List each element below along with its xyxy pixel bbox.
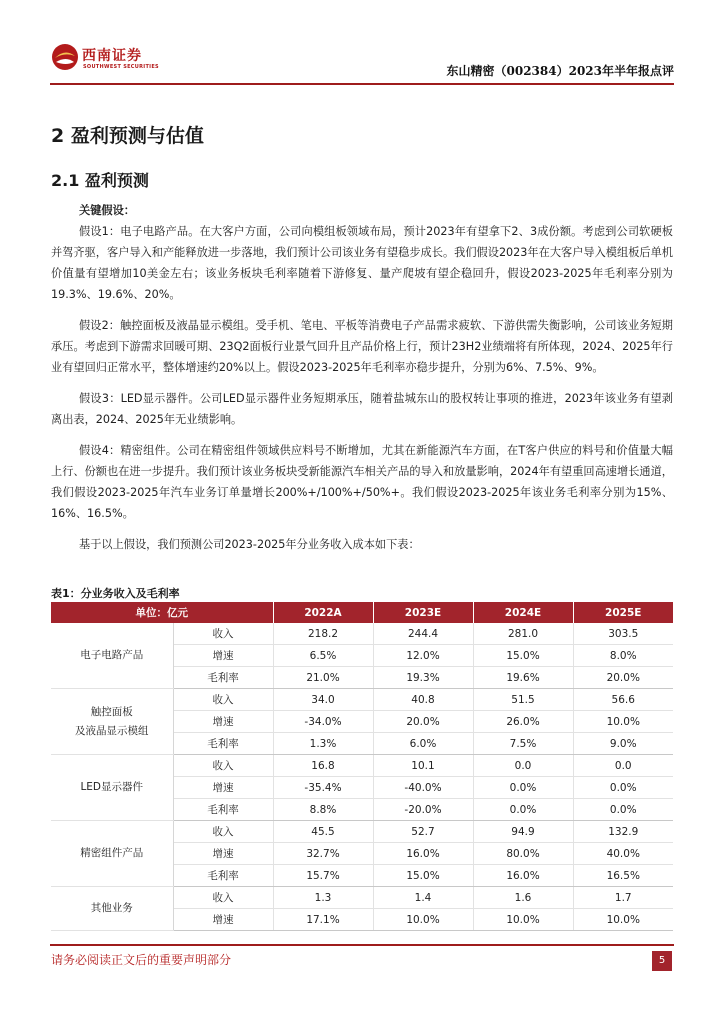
subsection-heading: 2.1 盈利预测	[51, 171, 149, 190]
table-cell: 19.3%	[373, 667, 473, 689]
table-cell: 0.0%	[473, 799, 573, 821]
assumption-4-paragraph: 假设4：精密组件。公司在精密组件领域供应料号不断增加，尤其在新能源汽车方面，在T客户供应的料号和价值量大幅上行、份额也在进一步提升。我们预计该业务板块受新能源汽车相关产品的导入和放量影响，2024年有望重回高速增长通道，我们假设2023-2025年汽车业务订单量增长200%+/100%+/50%+。我们假设2023-2025年该业务毛利率分别为15%、16%、16.5%。	[51, 444, 673, 520]
table-cell: 45.5	[273, 821, 373, 843]
table-cell: 51.5	[473, 689, 573, 711]
table-cell: -40.0%	[373, 777, 473, 799]
header-2024e: 2024E	[473, 602, 573, 623]
forecast-intro-paragraph: 基于以上假设，我们预测公司2023-2025年分业务收入成本如下表：	[79, 538, 420, 551]
table-cell: 56.6	[573, 689, 673, 711]
section-heading: 2 盈利预测与估值	[51, 125, 204, 147]
header-2022a: 2022A	[273, 602, 373, 623]
table-cell: 0.0	[473, 755, 573, 777]
table-cell: 10.0%	[473, 909, 573, 931]
header-rule	[50, 83, 674, 85]
table-row	[51, 689, 673, 711]
table-title: 表1：分业务收入及毛利率	[51, 587, 180, 600]
table-cell: 40.8	[373, 689, 473, 711]
table-cell: 16.8	[273, 755, 373, 777]
table-cell: 40.0%	[573, 843, 673, 865]
table-cell: 94.9	[473, 821, 573, 843]
assumption-1-paragraph: 假设1：电子电路产品。在大客户方面，公司向模组板领域布局，预计2023年有望拿下2、3成份额。考虑到公司软硬板并驾齐驱，客户导入和产能释放进一步落地，我们预计公司该业务有望稳步成长。我们假设2023年在大客户导入模组板后单机价值量有望增加10美金左右；该业务板块毛利率随着下游修复、量产爬坡有望企稳回升，假设2023-2025年毛利率分别为19.3%、19.6%、20%。	[51, 225, 673, 301]
table-cell: 0.0%	[573, 799, 673, 821]
table-cell: 19.6%	[473, 667, 573, 689]
table-header-row	[51, 602, 673, 623]
table-cell: -34.0%	[273, 711, 373, 733]
metric-label: 增速	[173, 711, 273, 733]
table-cell: 1.7	[573, 887, 673, 909]
table-cell: 32.7%	[273, 843, 373, 865]
metric-label: 毛利率	[173, 865, 273, 887]
logo-english-name: SOUTHWEST SECURITIES	[83, 64, 159, 70]
company-logo	[50, 42, 170, 74]
header-unit: 单位：亿元	[51, 602, 273, 623]
metric-label: 毛利率	[173, 799, 273, 821]
segment-revenue-table	[51, 602, 673, 931]
table-row	[51, 887, 673, 909]
header-2023e: 2023E	[373, 602, 473, 623]
table-row	[51, 755, 673, 777]
table-cell: 8.8%	[273, 799, 373, 821]
segment-label: 触控面板 及液晶显示模组	[51, 689, 173, 755]
metric-label: 收入	[173, 689, 273, 711]
table-cell: 80.0%	[473, 843, 573, 865]
metric-label: 毛利率	[173, 733, 273, 755]
metric-label: 收入	[173, 623, 273, 645]
table-cell: 0.0%	[473, 777, 573, 799]
table-cell: 20.0%	[573, 667, 673, 689]
table-cell: 20.0%	[373, 711, 473, 733]
footer-disclaimer: 请务必阅读正文后的重要声明部分	[51, 953, 232, 967]
metric-label: 收入	[173, 755, 273, 777]
table-cell: 52.7	[373, 821, 473, 843]
table-cell: 16.0%	[473, 865, 573, 887]
table-cell: 16.0%	[373, 843, 473, 865]
table-row	[51, 821, 673, 843]
segment-label: 精密组件产品	[51, 821, 173, 887]
body-text	[51, 200, 673, 555]
table-cell: 281.0	[473, 623, 573, 645]
table-cell: 10.0%	[573, 711, 673, 733]
table-cell: 15.7%	[273, 865, 373, 887]
table-cell: -20.0%	[373, 799, 473, 821]
table-cell: 10.1	[373, 755, 473, 777]
header-2025e: 2025E	[573, 602, 673, 623]
segment-label: 其他业务	[51, 887, 173, 931]
segment-label: LED显示器件	[51, 755, 173, 821]
assumption-3-paragraph: 假设3：LED显示器件。公司LED显示器件业务短期承压，随着盐城东山的股权转让事项的推进，2023年该业务有望剥离出表，2024、2025年无业绩影响。	[51, 392, 673, 426]
table-cell: 9.0%	[573, 733, 673, 755]
table-row	[51, 623, 673, 645]
table-cell: 15.0%	[373, 865, 473, 887]
table-cell: 1.3	[273, 887, 373, 909]
key-assumptions-label: 关键假设：	[79, 204, 135, 217]
table-cell: 1.6	[473, 887, 573, 909]
logo-emblem-icon	[50, 42, 80, 72]
table-cell: 8.0%	[573, 645, 673, 667]
metric-label: 增速	[173, 909, 273, 931]
table-cell: 15.0%	[473, 645, 573, 667]
table-cell: 16.5%	[573, 865, 673, 887]
footer-rule	[50, 944, 674, 946]
table-cell: 1.4	[373, 887, 473, 909]
table-cell: 34.0	[273, 689, 373, 711]
metric-label: 收入	[173, 887, 273, 909]
table-cell: 26.0%	[473, 711, 573, 733]
table-cell: 218.2	[273, 623, 373, 645]
table-cell: 6.0%	[373, 733, 473, 755]
table-cell: 17.1%	[273, 909, 373, 931]
table-cell: 21.0%	[273, 667, 373, 689]
table-cell: 1.3%	[273, 733, 373, 755]
page-number: 5	[652, 951, 672, 971]
metric-label: 增速	[173, 777, 273, 799]
table-cell: 0.0%	[573, 777, 673, 799]
table-cell: 10.0%	[373, 909, 473, 931]
segment-label: 电子电路产品	[51, 623, 173, 689]
logo-chinese-name: 西南证券	[82, 48, 142, 64]
table-cell: 244.4	[373, 623, 473, 645]
table-cell: 132.9	[573, 821, 673, 843]
metric-label: 毛利率	[173, 667, 273, 689]
assumption-2-paragraph: 假设2：触控面板及液晶显示模组。受手机、笔电、平板等消费电子产品需求疲软、下游供需失衡影响，公司该业务短期承压。考虑到下游需求回暖可期、23Q2面板行业景气回升且产品价格上行，预计23H2业绩端将有所体现，2024、2025年行业有望回归正常水平，整体增速约20%以上。假设2023-2025年毛利率亦稳步提升，分别为6%、7.5%、9%。	[51, 319, 673, 374]
table-cell: 0.0	[573, 755, 673, 777]
metric-label: 收入	[173, 821, 273, 843]
table-cell: 6.5%	[273, 645, 373, 667]
table-cell: 10.0%	[573, 909, 673, 931]
table-cell: 303.5	[573, 623, 673, 645]
table-cell: -35.4%	[273, 777, 373, 799]
table-cell: 12.0%	[373, 645, 473, 667]
table-cell: 7.5%	[473, 733, 573, 755]
metric-label: 增速	[173, 645, 273, 667]
report-title: 东山精密（002384）2023年半年报点评	[446, 64, 674, 78]
page-header	[0, 0, 724, 90]
metric-label: 增速	[173, 843, 273, 865]
